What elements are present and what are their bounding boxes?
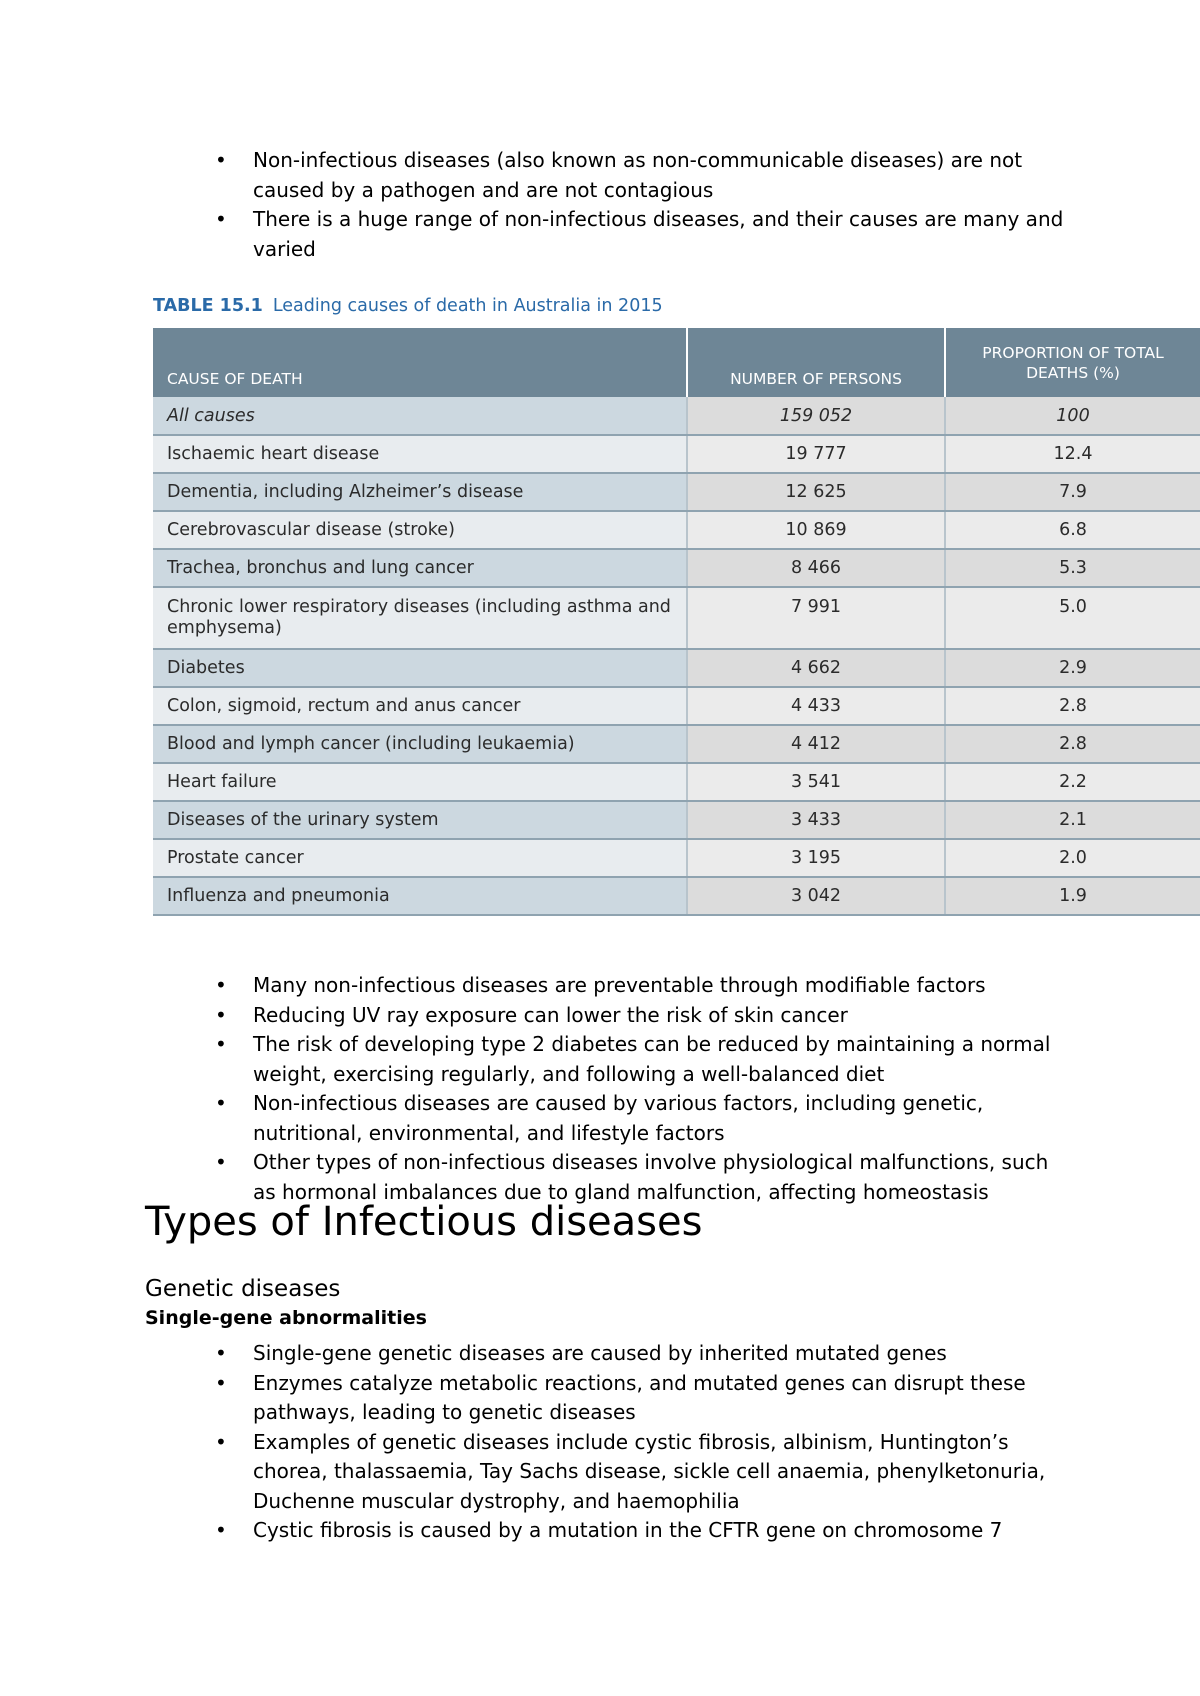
cell-cause: Blood and lymph cancer (including leukaemia) xyxy=(153,725,687,763)
table-row xyxy=(153,801,1200,839)
table-row xyxy=(153,587,1200,649)
cell-persons: 4 433 xyxy=(687,687,945,725)
cell-persons: 10 869 xyxy=(687,511,945,549)
subsection-heading: Genetic diseases xyxy=(145,1276,341,1302)
header-cause: CAUSE OF DEATH xyxy=(153,328,687,397)
cell-persons: 19 777 xyxy=(687,435,945,473)
cell-proportion: 5.3 xyxy=(945,549,1200,587)
table-caption xyxy=(153,296,663,316)
bullet-item: • Cystic fibrosis is caused by a mutation in the CFTR gene on chromosome 7 xyxy=(215,1516,1075,1546)
cell-persons: 3 433 xyxy=(687,801,945,839)
bullet-item: • Enzymes catalyze metabolic reactions, and mutated genes can disrupt these pathways, leading to genetic diseases xyxy=(215,1369,1075,1428)
table-row xyxy=(153,725,1200,763)
cell-proportion: 100 xyxy=(945,397,1200,435)
cell-persons: 3 042 xyxy=(687,877,945,915)
table-row xyxy=(153,839,1200,877)
cell-persons: 4 662 xyxy=(687,649,945,687)
cell-cause: Chronic lower respiratory diseases (including asthma and emphysema) xyxy=(153,587,687,649)
table-row xyxy=(153,473,1200,511)
causes-of-death-table xyxy=(153,328,1200,916)
cell-cause: Diabetes xyxy=(153,649,687,687)
cell-proportion: 6.8 xyxy=(945,511,1200,549)
bullet-item: • Many non-infectious diseases are preventable through modifiable factors xyxy=(215,971,1075,1001)
cell-cause: Ischaemic heart disease xyxy=(153,435,687,473)
cell-proportion: 2.8 xyxy=(945,725,1200,763)
bullet-item: • Other types of non-infectious diseases involve physiological malfunctions, such as hormonal imbalances due to gland malfunction, affecting homeostasis xyxy=(215,1148,1075,1207)
header-proportion: PROPORTION OF TOTAL DEATHS (%) xyxy=(945,328,1200,397)
cell-persons: 7 991 xyxy=(687,587,945,649)
cell-cause: Dementia, including Alzheimer’s disease xyxy=(153,473,687,511)
intro-bullet-list xyxy=(215,146,1075,264)
cell-persons: 3 195 xyxy=(687,839,945,877)
table-row xyxy=(153,687,1200,725)
cell-persons: 8 466 xyxy=(687,549,945,587)
cell-proportion: 2.8 xyxy=(945,687,1200,725)
cell-cause: Diseases of the urinary system xyxy=(153,801,687,839)
genetic-bullet-list xyxy=(215,1339,1075,1546)
cell-proportion: 2.9 xyxy=(945,649,1200,687)
bullet-item: • There is a huge range of non-infectious diseases, and their causes are many and varied xyxy=(215,205,1075,264)
cell-persons: 159 052 xyxy=(687,397,945,435)
header-persons: NUMBER OF PERSONS xyxy=(687,328,945,397)
cell-proportion: 12.4 xyxy=(945,435,1200,473)
cell-proportion: 1.9 xyxy=(945,877,1200,915)
cell-persons: 3 541 xyxy=(687,763,945,801)
cell-proportion: 5.0 xyxy=(945,587,1200,649)
sub-subsection-heading: Single-gene abnormalities xyxy=(145,1307,427,1329)
table-number: TABLE 15.1 xyxy=(153,296,263,316)
cell-cause: Colon, sigmoid, rectum and anus cancer xyxy=(153,687,687,725)
table-row xyxy=(153,397,1200,435)
cell-proportion: 2.0 xyxy=(945,839,1200,877)
cell-proportion: 2.2 xyxy=(945,763,1200,801)
bullet-item: • Single-gene genetic diseases are caused by inherited mutated genes xyxy=(215,1339,1075,1369)
cell-persons: 12 625 xyxy=(687,473,945,511)
bullet-item: • Non-infectious diseases (also known as non-communicable diseases) are not caused by a pathogen and are not contagious xyxy=(215,146,1075,205)
table-row xyxy=(153,877,1200,915)
cell-cause: Influenza and pneumonia xyxy=(153,877,687,915)
cell-proportion: 7.9 xyxy=(945,473,1200,511)
cell-cause: Cerebrovascular disease (stroke) xyxy=(153,511,687,549)
bullet-item: • Reducing UV ray exposure can lower the risk of skin cancer xyxy=(215,1001,1075,1031)
table-title: Leading causes of death in Australia in 2015 xyxy=(272,296,663,316)
cell-cause: Heart failure xyxy=(153,763,687,801)
table-row xyxy=(153,649,1200,687)
table-header-row xyxy=(153,328,1200,397)
cell-cause: Prostate cancer xyxy=(153,839,687,877)
table-row xyxy=(153,511,1200,549)
cell-cause: Trachea, bronchus and lung cancer xyxy=(153,549,687,587)
bullet-item: • Examples of genetic diseases include cystic fibrosis, albinism, Huntington’s chorea, thalassaemia, Tay Sachs disease, sickle cell anaemia, phenylketonuria, Duchenne muscular dystrophy, and haemophilia xyxy=(215,1428,1075,1517)
table-row xyxy=(153,549,1200,587)
cell-cause: All causes xyxy=(153,397,687,435)
table-row xyxy=(153,763,1200,801)
table-row xyxy=(153,435,1200,473)
cell-persons: 4 412 xyxy=(687,725,945,763)
bullet-item: • Non-infectious diseases are caused by various factors, including genetic, nutritional, environmental, and lifestyle factors xyxy=(215,1089,1075,1148)
cell-proportion: 2.1 xyxy=(945,801,1200,839)
section-heading: Types of Infectious diseases xyxy=(145,1199,703,1245)
prevention-bullet-list xyxy=(215,971,1075,1207)
bullet-item: • The risk of developing type 2 diabetes can be reduced by maintaining a normal weight, exercising regularly, and following a well-balanced diet xyxy=(215,1030,1075,1089)
